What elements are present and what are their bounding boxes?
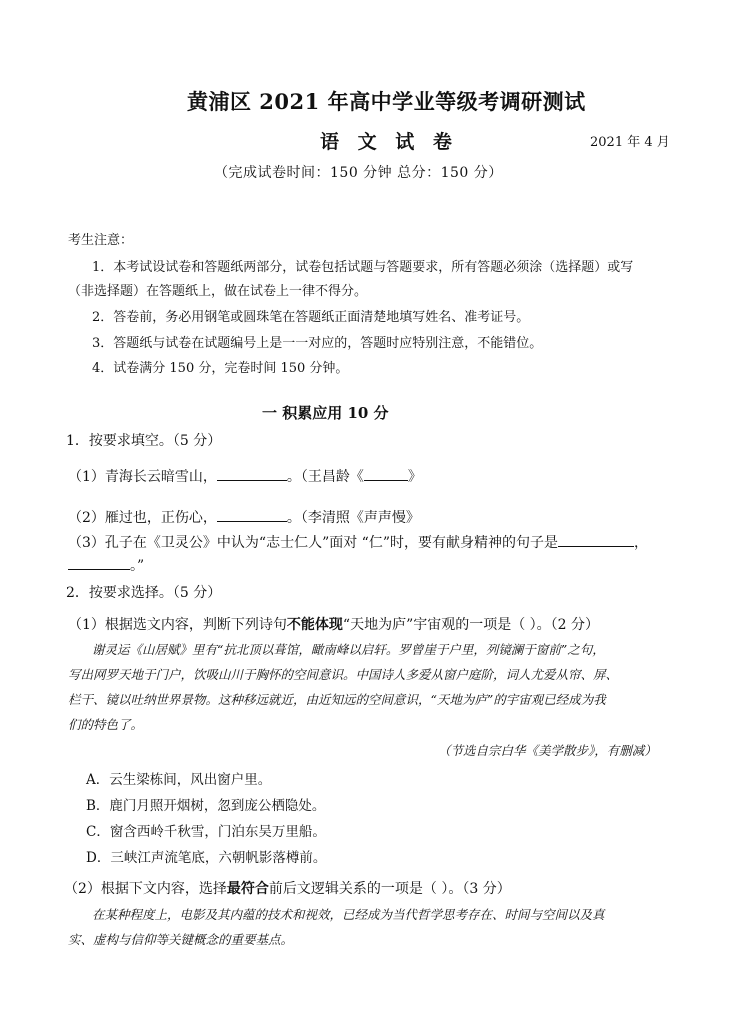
passage-1-line: 栏干、镜以吐纳世界景物。这种移远就近，由近知远的空间意识，“天地为庐”的宇宙观已经成为我 bbox=[68, 692, 606, 707]
answer-blank[interactable] bbox=[68, 555, 130, 570]
exam-subtitle: 语 文 试 卷 bbox=[320, 131, 458, 153]
answer-blank[interactable] bbox=[217, 507, 287, 522]
notice-item-2: 2．答卷前，务必用钢笔或圆珠笔在答题纸正面清楚地填写姓名、准考证号。 bbox=[92, 310, 530, 325]
answer-blank[interactable] bbox=[558, 532, 634, 547]
question-2-sub-1 bbox=[68, 614, 599, 634]
sub-3-comma: ， bbox=[633, 535, 648, 551]
sub-2-prefix: （2）雁过也，正伤心， bbox=[68, 510, 217, 526]
sub-1-source: 。（王昌龄《 bbox=[286, 469, 364, 485]
option-a[interactable]: A．云生梁栋间，风出窗户里。 bbox=[86, 772, 272, 788]
sub-1-suffix: “天地为庐”宇宙观的一项是（ ）。（2 分） bbox=[342, 617, 600, 633]
sub-1-emphasis: 不能体现 bbox=[286, 617, 343, 633]
section-title: 一 积累应用 10 分 bbox=[262, 404, 389, 422]
passage-1-line: 们的特色了。 bbox=[68, 717, 144, 732]
answer-blank[interactable] bbox=[364, 466, 408, 481]
sub-2-prefix: （2）根据下文内容，选择 bbox=[64, 881, 227, 897]
notice-item-4: 4．试卷满分 150 分，完卷时间 150 分钟。 bbox=[92, 361, 349, 376]
passage-2-line: 在某种程度上，电影及其内蕴的技术和视效，已经成为当代哲学思考存在、时间与空间以及真 bbox=[92, 907, 605, 922]
sub-1-prefix: （1）根据选文内容，判断下列诗句 bbox=[68, 617, 287, 633]
notice-item-1: 1．本考试设试卷和答题纸两部分，试卷包括试题与答题要求，所有答题必须涂（选择题）或写 bbox=[92, 260, 634, 275]
question-2-stem: 2．按要求选择。（5 分） bbox=[66, 585, 222, 601]
sub-2-suffix: 前后文逻辑关系的一项是（ ）。（3 分） bbox=[268, 881, 511, 897]
exam-date: 2021 年 4 月 bbox=[590, 135, 670, 150]
exam-time-info: （完成试卷时间：150 分钟 总分：150 分） bbox=[214, 165, 503, 181]
option-b[interactable]: B．鹿门月照开烟树，忽到庞公栖隐处。 bbox=[86, 798, 326, 814]
sub-1-end: 》 bbox=[407, 469, 422, 485]
question-1-sub-3 bbox=[68, 532, 648, 552]
sub-2-source: 。（李清照《声声慢》 bbox=[286, 510, 420, 526]
answer-blank[interactable] bbox=[217, 466, 287, 481]
option-c[interactable]: C．窗含西岭千秋雪，门泊东吴万里船。 bbox=[86, 824, 326, 840]
sub-3-end: 。” bbox=[130, 558, 145, 574]
sub-1-prefix: （1）青海长云暗雪山， bbox=[68, 469, 217, 485]
question-1-sub-3-cont bbox=[68, 555, 144, 575]
passage-1-line: 谢灵运《山居赋》里有“抗北顶以葺馆，瞰南峰以启轩。罗曾崖于户里，列镜澜于窗前”之句， bbox=[92, 642, 605, 657]
question-1-sub-1 bbox=[68, 466, 422, 486]
notice-item-3: 3．答题纸与试卷在试题编号上是一一对应的，答题时应特别注意，不能错位。 bbox=[92, 336, 543, 351]
notice-heading: 考生注意： bbox=[68, 233, 134, 248]
sub-3-prefix: （3）孔子在《卫灵公》中认为“志士仁人”面对 “仁”时，要有献身精神的句子是 bbox=[68, 535, 558, 551]
option-d[interactable]: D．三峡江声流笔底，六朝帆影落樽前。 bbox=[86, 850, 327, 866]
question-1-sub-2 bbox=[68, 507, 420, 527]
sub-2-emphasis: 最符合 bbox=[226, 881, 269, 897]
passage-2-line: 实、虚构与信仰等关键概念的重要基点。 bbox=[68, 932, 294, 947]
question-1-stem: 1．按要求填空。（5 分） bbox=[66, 433, 222, 449]
exam-title: 黄浦区 2021 年高中学业等级考调研测试 bbox=[187, 89, 586, 114]
passage-source: （节选自宗白华《美学散步》，有删减） bbox=[438, 743, 657, 758]
passage-1-line: 写出网罗天地于门户，饮吸山川于胸怀的空间意识。中国诗人多爱从窗户庭阶，词人尤爱从帘、屏、 bbox=[68, 667, 619, 682]
notice-item-1-cont: （非选择题）在答题纸上，做在试卷上一律不得分。 bbox=[68, 284, 368, 299]
question-2-sub-2 bbox=[64, 878, 511, 898]
